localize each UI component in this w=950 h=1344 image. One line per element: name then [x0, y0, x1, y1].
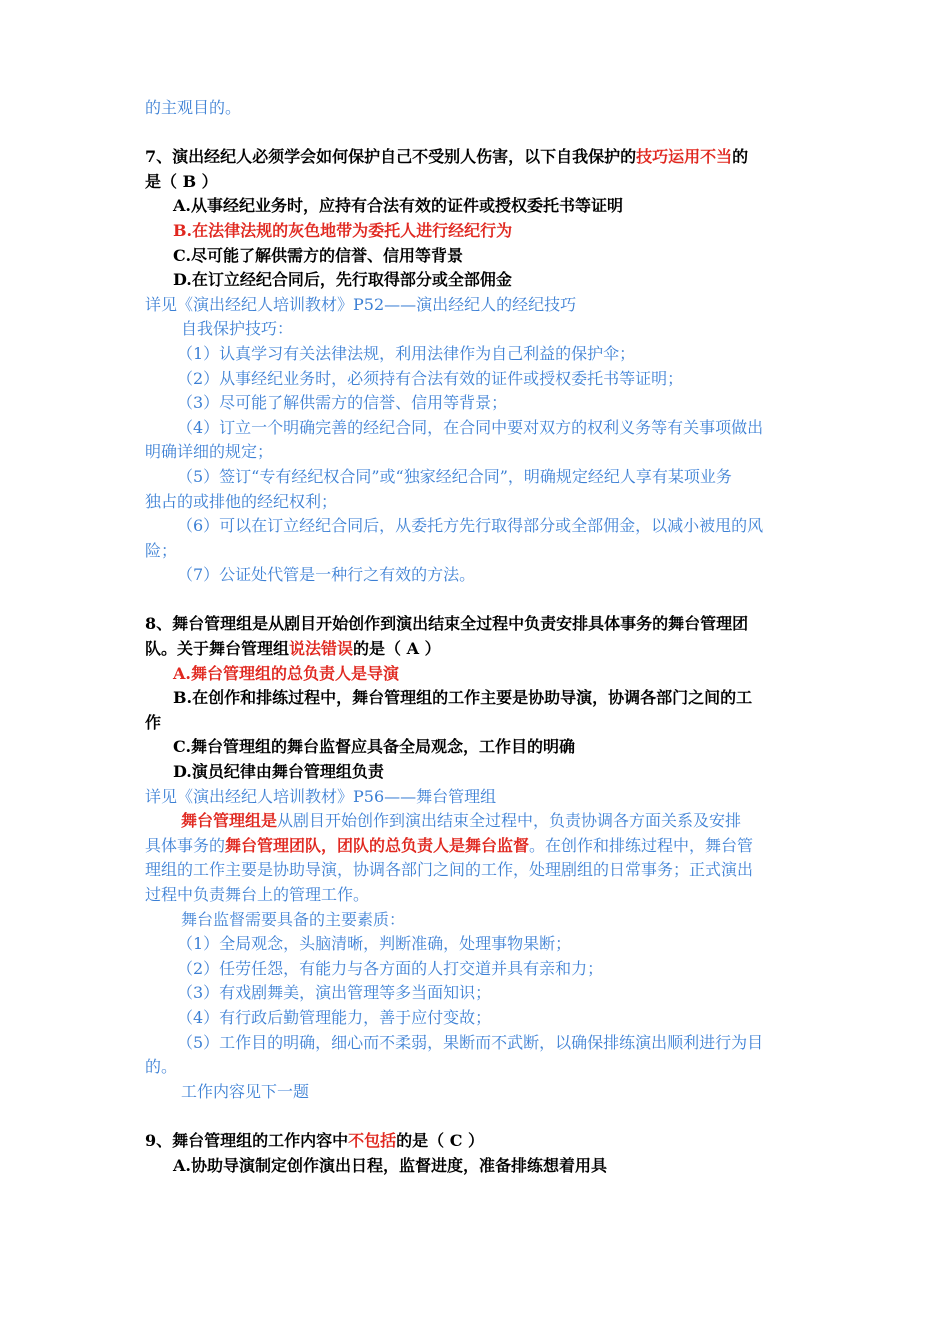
- q7-reference: 详见《演出经纪人培训教材》P52——演出经纪人的经纪技巧: [145, 294, 577, 314]
- spacer: [145, 1104, 817, 1129]
- q8-explanation-text: 。在创作和排练过程中，舞台管: [529, 835, 754, 855]
- q7-stem: [145, 145, 817, 170]
- q8-quality: （5）工作目的明确，细心而不柔弱，果断而不武断，以确保排练演出顺利进行为目: [177, 1032, 764, 1052]
- q7-tip: （7）公证处代管是一种行之有效的方法。: [177, 565, 476, 585]
- q7-tip-cont: 明确详细的规定；: [145, 442, 274, 462]
- q8-key-point: 舞台管理团队，团队的总负责人是舞台监督: [225, 835, 530, 855]
- q8-stem-text: 队。关于舞台管理组: [145, 639, 290, 659]
- q7-tip-cont: 独占的或排他的经纪权利；: [145, 491, 338, 511]
- q7-stem-tail: 的: [732, 147, 749, 167]
- q8-option-b: B.在创作和排练过程中，舞台管理组的工作主要是协助导演，协调各部门之间的工: [173, 688, 753, 708]
- q7-stem-line2: 是（ B ）: [145, 171, 218, 191]
- q8-quality: （1）全局观念，头脑清晰，判断准确，处理事物果断；: [177, 934, 572, 954]
- q8-explanation-line2: [145, 834, 817, 859]
- q8-stem: 8、舞台管理组是从剧目开始创作到演出结束全过程中负责安排具体事务的舞台管理团: [145, 614, 749, 634]
- q9-stem-highlight: 不包括: [348, 1130, 397, 1150]
- q8-option-d: D.演员纪律由舞台管理组负责: [173, 762, 384, 782]
- q8-explanation-text: 从剧目开始创作到演出结束全过程中，负责协调各方面关系及安排: [277, 811, 742, 831]
- q8-stem-tail: 的是（ A ）: [353, 639, 441, 659]
- q9-stem: [145, 1129, 817, 1154]
- q7-stem-highlight: 技巧运用不当: [636, 147, 733, 167]
- q7-tip: （2）从事经纪业务时，必须持有合法有效的证件或授权委托书等证明；: [177, 368, 684, 388]
- q8-quality: （3）有戏剧舞美，演出管理等多当面知识；: [177, 983, 492, 1003]
- q7-tip-cont: 险；: [145, 540, 178, 560]
- q8-quality: （2）任劳任怨，有能力与各方面的人打交道并具有亲和力；: [177, 958, 604, 978]
- q8-reference: 详见《演出经纪人培训教材》P56——舞台管理组: [145, 786, 497, 806]
- q8-stem-highlight: 说法错误: [289, 639, 354, 659]
- q8-option-c: C.舞台管理组的舞台监督应具备全局观念，工作目的明确: [173, 737, 576, 757]
- q8-stem-line2: [145, 637, 817, 662]
- spacer: [145, 588, 817, 613]
- q7-stem-text: 7、演出经纪人必须学会如何保护自己不受别人伤害，以下自我保护的: [145, 147, 637, 167]
- q7-tip: （6）可以在订立经纪合同后，从委托方先行取得部分或全部佣金，以减小被甩的风: [177, 516, 764, 536]
- intro-tail: 的主观目的。: [145, 98, 242, 117]
- q7-tip: （1）认真学习有关法律法规，利用法律作为自己利益的保护伞；: [177, 343, 636, 363]
- q7-option-c: C.尽可能了解供需方的信誉、信用等背景: [173, 245, 464, 265]
- spacer: [145, 121, 817, 146]
- q7-tips-title: 自我保护技巧：: [181, 319, 294, 339]
- q7-tip: （4）订立一个明确完善的经纪合同，在合同中要对双方的权利义务等有关事项做出: [177, 417, 764, 437]
- q9-stem-text: 9、舞台管理组的工作内容中: [145, 1130, 349, 1150]
- q9-option-a: A.协助导演制定创作演出日程，监督进度，准备排练想着用具: [173, 1155, 607, 1175]
- q8-explanation-line1: [145, 809, 817, 834]
- q7-tip: （3）尽可能了解供需方的信誉、信用等背景；: [177, 393, 508, 413]
- q7-option-a: A.从事经纪业务时，应持有合法有效的证件或授权委托书等证明: [173, 196, 623, 216]
- q8-option-b-cont: 作: [145, 712, 162, 732]
- q7-option-b-answer: B.在法律法规的灰色地带为委托人进行经纪行为: [173, 220, 513, 240]
- q7-tip: （5）签订“专有经纪权合同”或“独家经纪合同”，明确规定经纪人享有某项业务: [177, 466, 732, 486]
- q8-quality: （4）有行政后勤管理能力，善于应付变故；: [177, 1007, 492, 1027]
- q7-option-d: D.在订立经纪合同后，先行取得部分或全部佣金: [173, 270, 512, 290]
- q8-explanation-line3: 理组的工作主要是协助导演，协调各部门之间的工作，处理剧组的日常事务；正式演出: [145, 860, 754, 880]
- q8-term: 舞台管理组是: [181, 811, 278, 831]
- q8-explanation-line4: 过程中负责舞台上的管理工作。: [145, 885, 370, 904]
- q8-qualities-title: 舞台监督需要具备的主要素质：: [181, 909, 406, 929]
- q9-stem-tail: 的是（ C ）: [396, 1130, 485, 1150]
- q8-quality-cont: 的。: [145, 1057, 178, 1077]
- q8-option-a-answer: A.舞台管理组的总负责人是导演: [173, 663, 399, 683]
- q8-next-note: 工作内容见下一题: [181, 1081, 310, 1101]
- document-page: [145, 96, 817, 1178]
- q8-explanation-text: 具体事务的: [145, 835, 226, 855]
